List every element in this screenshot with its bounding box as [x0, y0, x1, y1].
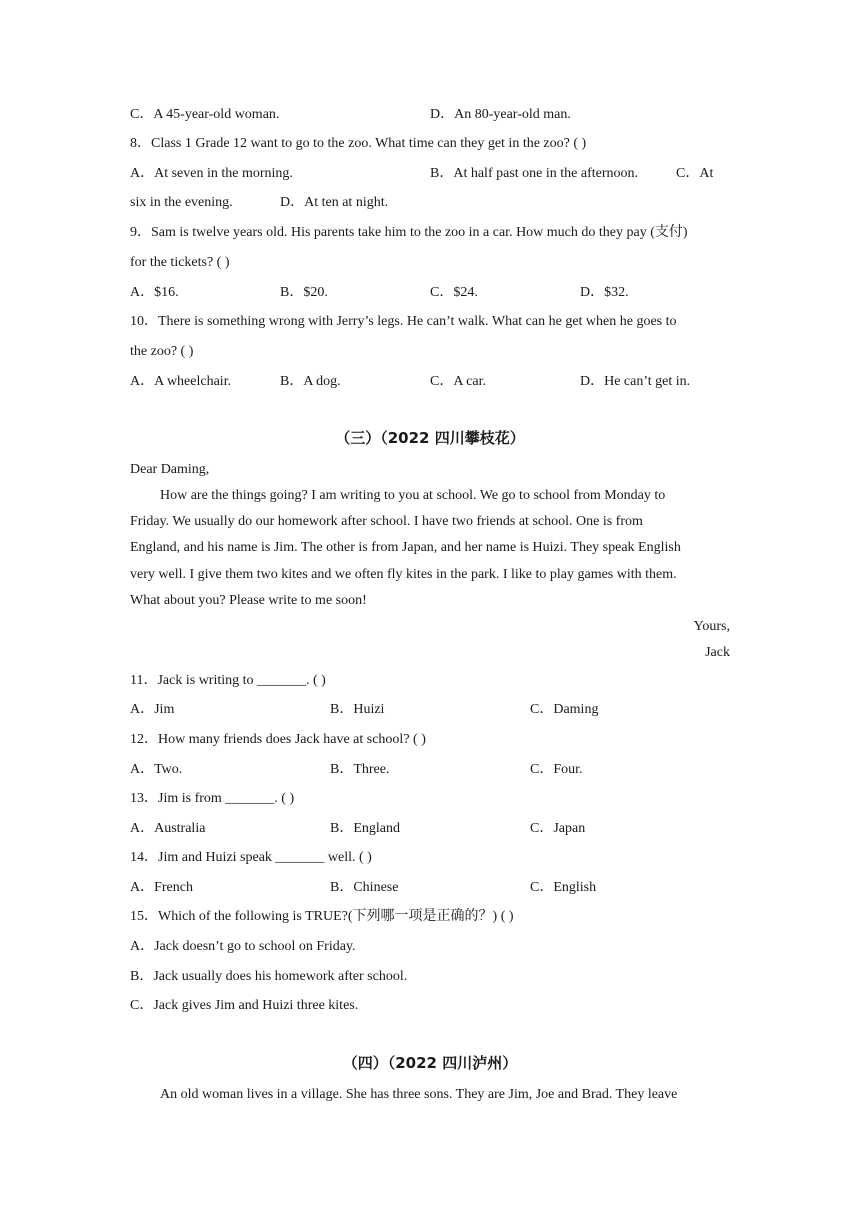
letter-line-1: How are the things going? I am writing to you at school. We go to school from Monday to	[160, 488, 666, 503]
q7-option-c: C．A 45-year-old woman.	[130, 107, 280, 122]
letter-line-4: very well. I give them two kites and we often fly kites in the park. I like to play games with them.	[130, 567, 677, 582]
section4-heading: （四）（2022 四川泸州）	[342, 1054, 518, 1072]
q12-option-b: B．Three.	[330, 762, 390, 777]
q10-option-d: D．He can’t get in.	[580, 374, 691, 389]
q9-stem-line2: for the tickets? ( )	[130, 255, 230, 270]
q8-option-d: D．At ten at night.	[280, 195, 389, 210]
q11-option-a: A．Jim	[130, 702, 175, 717]
q11-option-b: B．Huizi	[330, 702, 385, 717]
q13-stem: 13．Jim is from _______. ( )	[130, 791, 295, 806]
q13-option-c: C．Japan	[530, 821, 586, 836]
letter-line-2: Friday. We usually do our homework after school. I have two friends at school. One is from	[130, 514, 643, 529]
q10-option-a: A．A wheelchair.	[130, 374, 232, 389]
q15-option-b: B．Jack usually does his homework after school.	[130, 969, 408, 984]
q8-option-c-end: six in the evening.	[130, 195, 233, 210]
q9-stem-line1: 9．Sam is twelve years old. His parents take him to the zoo in a car. How much do they pay (支付)	[130, 225, 688, 240]
q9-option-d: D．$32.	[580, 285, 629, 300]
letter-signature: Jack	[705, 645, 730, 660]
q10-stem-line2: the zoo? ( )	[130, 344, 194, 359]
q8-option-c-start: C．At	[676, 166, 714, 181]
q14-option-b: B．Chinese	[330, 880, 399, 895]
q15-stem: 15．Which of the following is TRUE?(下列哪一项是正确的？) ( )	[130, 909, 514, 924]
q14-option-a: A．French	[130, 880, 193, 895]
q10-option-c: C．A car.	[430, 374, 486, 389]
letter-closing: Yours,	[693, 619, 730, 634]
q10-stem-line1: 10．There is something wrong with Jerry’s legs. He can’t walk. What can he get when he goes to	[130, 314, 677, 329]
q9-option-c: C．$24.	[430, 285, 478, 300]
q15-option-a: A．Jack doesn’t go to school on Friday.	[130, 939, 356, 954]
letter-line-3: England, and his name is Jim. The other is from Japan, and her name is Huizi. They speak English	[130, 540, 681, 555]
section3-heading: （三）（2022 四川攀枝花）	[335, 429, 525, 447]
letter-line-5: What about you? Please write to me soon!	[130, 593, 367, 608]
q7-option-d: D．An 80-year-old man.	[430, 107, 571, 122]
q12-option-c: C．Four.	[530, 762, 583, 777]
q8-stem: 8．Class 1 Grade 12 want to go to the zoo. What time can they get in the zoo? ( )	[130, 136, 587, 151]
q14-option-c: C．English	[530, 880, 597, 895]
q8-option-b: B．At half past one in the afternoon.	[430, 166, 639, 181]
q9-option-a: A．$16.	[130, 285, 179, 300]
q14-stem: 14．Jim and Huizi speak _______ well. ( )	[130, 850, 372, 865]
q12-option-a: A．Two.	[130, 762, 183, 777]
q11-stem: 11．Jack is writing to _______. ( )	[130, 673, 326, 688]
q13-option-b: B．England	[330, 821, 400, 836]
q8-option-a: A．At seven in the morning.	[130, 166, 293, 181]
q9-option-b: B．$20.	[280, 285, 328, 300]
letter-greeting: Dear Daming,	[130, 462, 210, 477]
q11-option-c: C．Daming	[530, 702, 599, 717]
q13-option-a: A．Australia	[130, 821, 206, 836]
q10-option-b: B．A dog.	[280, 374, 341, 389]
section4-first-line: An old woman lives in a village. She has three sons. They are Jim, Joe and Brad. They leave	[160, 1087, 678, 1102]
q12-stem: 12．How many friends does Jack have at school? ( )	[130, 732, 426, 747]
q15-option-c: C．Jack gives Jim and Huizi three kites.	[130, 998, 359, 1013]
